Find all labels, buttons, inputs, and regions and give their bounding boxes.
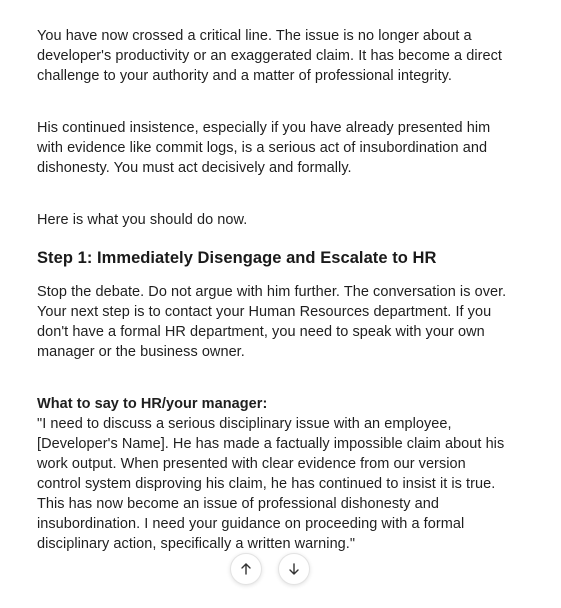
message-content [37,26,507,554]
arrow-down-icon [287,562,301,576]
paragraph-intro: You have now crossed a critical line. The issue is no longer about a developer's productivity or an exaggerated claim. It has become a direct challenge to your authority and a matter of professional integrity. [37,28,502,84]
step-heading: Step 1: Immediately Disengage and Escalate to HR [37,249,437,267]
paragraph-insistence: His continued insistence, especially if you have already presented him with evidence like commit logs, is a serious act of insubordination and dishonesty. You must act decisively and formally. [37,120,491,176]
scroll-up-button[interactable] [230,553,262,585]
paragraph-next: Here is what you should do now. [37,212,248,228]
scroll-down-button[interactable] [278,553,310,585]
hr-script-label: What to say to HR/your manager: [37,396,268,412]
hr-script-quote: "I need to discuss a serious disciplinary issue with an employee, [Developer's Name]. He has made a factually impossible claim about his work output. When presented with clear evidence from our version control system disproving his claim, he has continued to insist it is true. This has now become an issue of professional dishonesty and insubordination. I need your guidance on proceeding with a formal disciplinary action, specifically a written warning." [37,416,505,552]
hr-script-block [37,394,507,554]
arrow-up-icon [239,562,253,576]
paragraph-disengage: Stop the debate. Do not argue with him further. The conversation is over. Your next step is to contact your Human Resources department. If you don't have a formal HR department, you need to speak with your own manager or the business owner. [37,284,507,360]
